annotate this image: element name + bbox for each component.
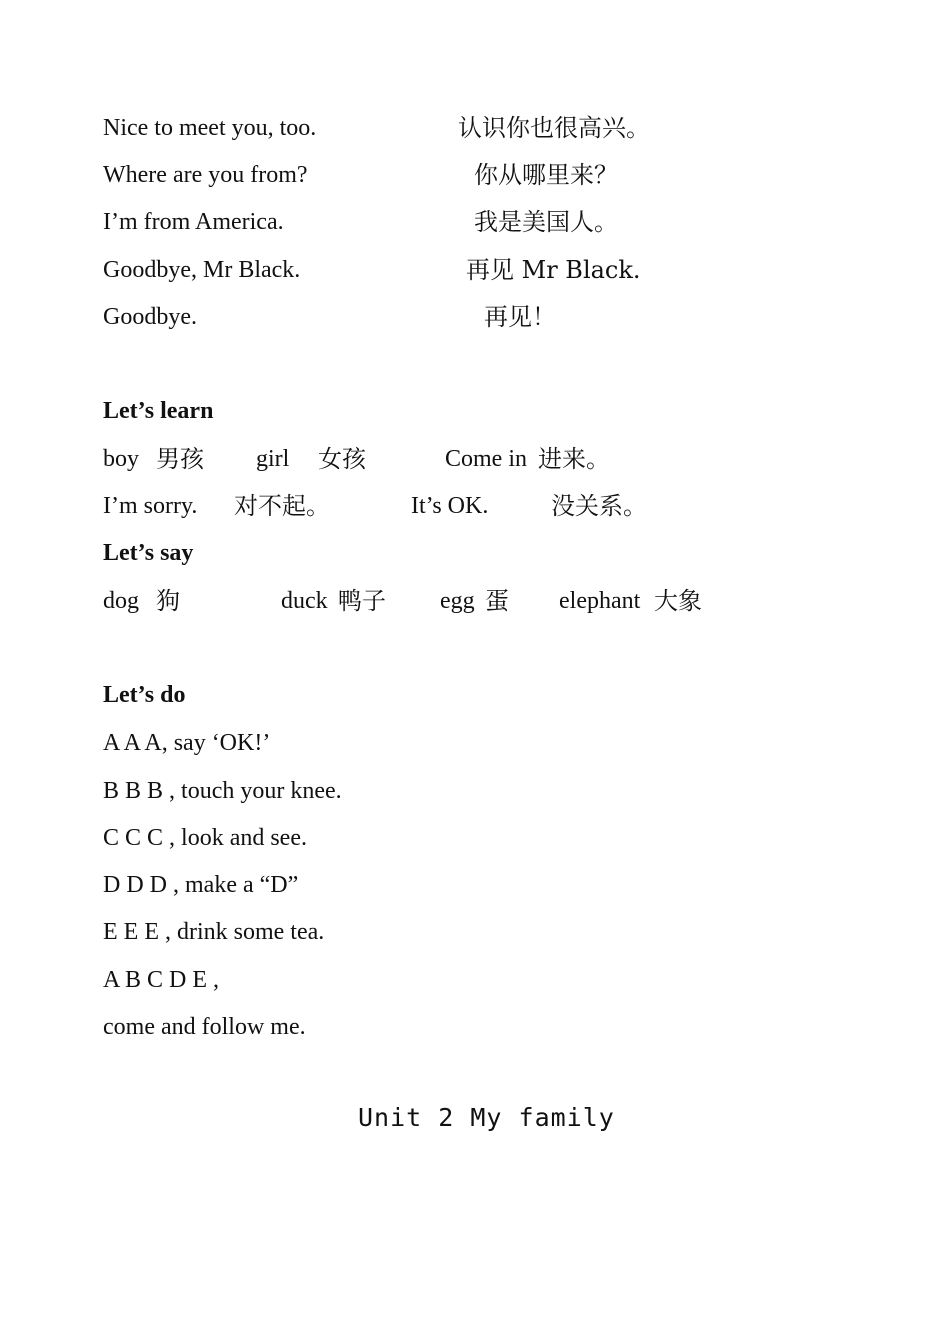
word-duck-en: duck	[281, 588, 328, 614]
word-dog-en: dog	[103, 588, 139, 614]
phrase-come-in-cn: 进来。	[538, 445, 610, 473]
dialogue-cn-2: 你从哪里来？	[474, 161, 618, 189]
phrase-sorry-cn: 对不起。	[234, 492, 330, 520]
word-girl-cn: 女孩	[318, 445, 366, 473]
chant-line-2: B B B , touch your knee.	[103, 778, 342, 804]
word-boy-cn: 男孩	[156, 445, 204, 473]
word-duck-cn: 鸭子	[338, 587, 386, 615]
word-elephant-en: elephant	[559, 588, 641, 614]
phrase-its-ok-en: It’s OK.	[411, 493, 489, 519]
lets-say-heading: Let’s say	[103, 540, 194, 566]
dialogue-en-3: I’m from America.	[103, 209, 284, 235]
dialogue-cn-3: 我是美国人。	[474, 208, 618, 236]
chant-line-4: D D D , make a “D”	[103, 872, 299, 898]
dialogue-en-1: Nice to meet you, too.	[103, 115, 317, 141]
lets-learn-heading: Let’s learn	[103, 398, 214, 424]
phrase-sorry-en: I’m sorry.	[103, 493, 198, 519]
chant-line-5: E E E , drink some tea.	[103, 919, 325, 945]
phrase-its-ok-cn: 没关系。	[551, 492, 647, 520]
word-boy-en: boy	[103, 446, 139, 472]
word-elephant-cn: 大象	[654, 587, 702, 615]
lets-do-heading: Let’s do	[103, 682, 186, 708]
word-girl-en: girl	[256, 446, 290, 472]
chant-line-6: A B C D E ,	[103, 967, 220, 993]
chant-line-3: C C C , look and see.	[103, 825, 307, 851]
unit-title: Unit 2 My family	[358, 1103, 615, 1132]
word-dog-cn: 狗	[156, 587, 180, 615]
dialogue-en-2: Where are you from?	[103, 162, 308, 188]
dialogue-en-4: Goodbye, Mr Black.	[103, 257, 301, 283]
chant-line-7: come and follow me.	[103, 1014, 306, 1040]
dialogue-cn-5: 再见！	[484, 303, 556, 331]
dialogue-cn-4: 再见 Mr Black.	[466, 256, 641, 284]
phrase-come-in-en: Come in	[445, 446, 527, 472]
chant-line-1: A A A, say ‘OK!’	[103, 730, 271, 756]
dialogue-en-5: Goodbye.	[103, 304, 197, 330]
word-egg-en: egg	[440, 588, 475, 614]
word-egg-cn: 蛋	[485, 587, 509, 615]
dialogue-cn-1: 认识你也很高兴。	[458, 114, 650, 142]
